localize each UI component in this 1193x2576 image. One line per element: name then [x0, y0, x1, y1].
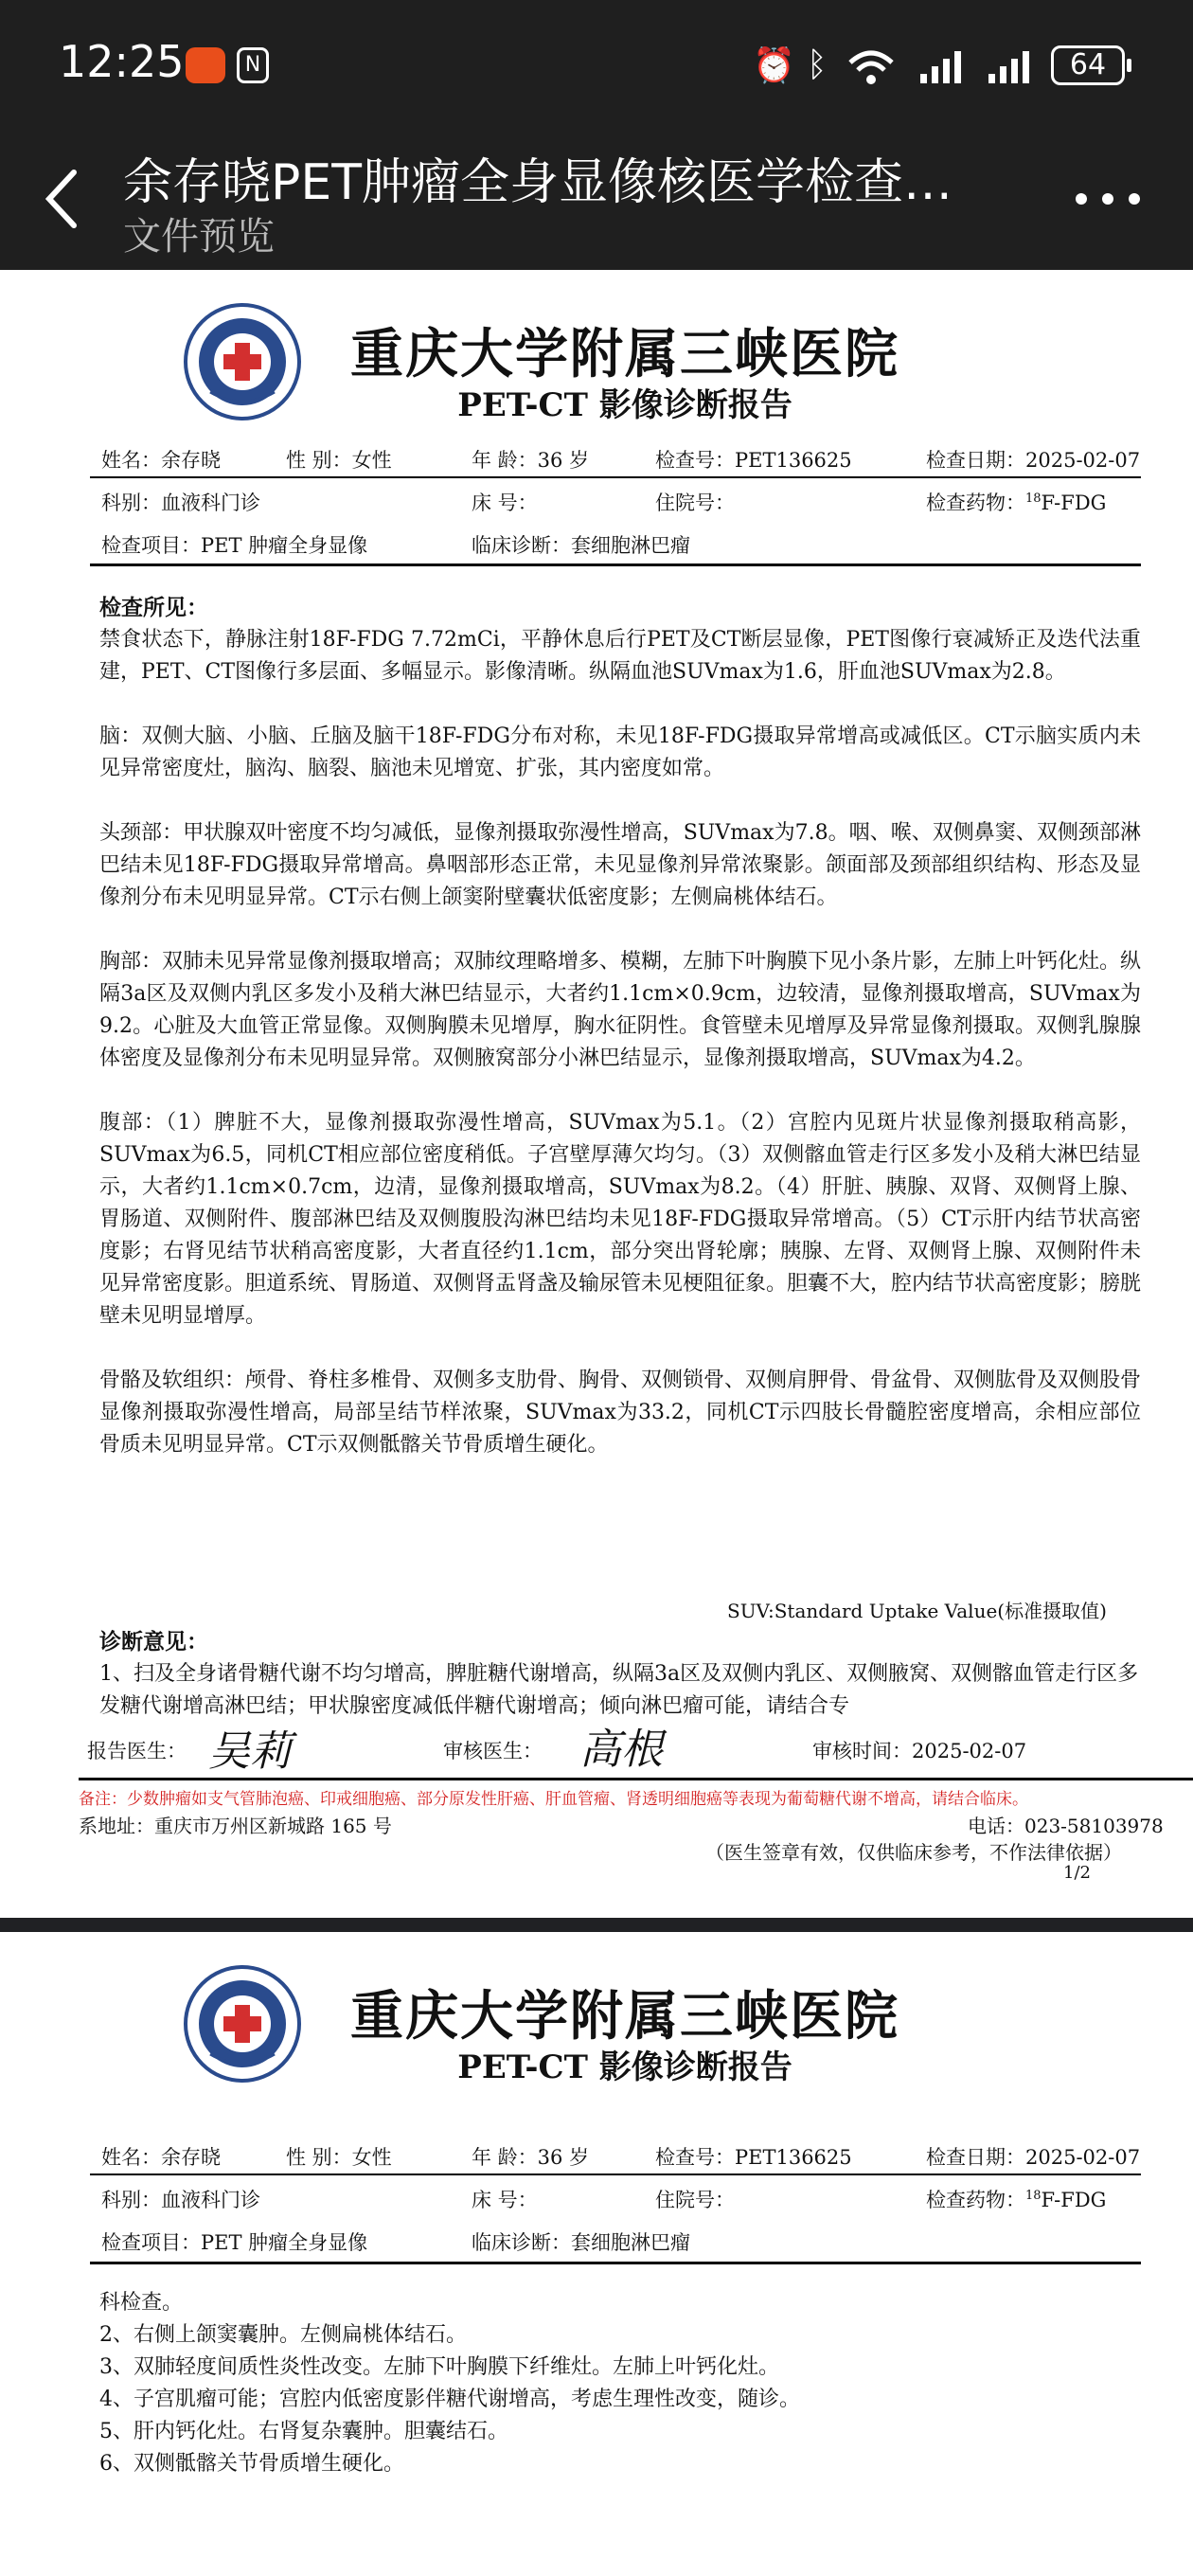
disclaimer: （医生签章有效，仅供临床参考，不作法律依据）: [705, 1841, 1122, 1864]
nfc-icon: N: [237, 47, 269, 83]
patient-name: 姓名：余存晓: [101, 2146, 221, 2169]
findings-paragraph: 脑：双侧大脑、小脑、丘脑及脑干18F-FDG分布对称，未见18F-FDG摄取异常增高或减低区。CT示脑实质内未见异常密度灶，脑沟、脑裂、脑池未见增宽、扩张，其内密度如常。: [99, 724, 1141, 780]
report-title: PET-CT 影像诊断报告: [457, 386, 792, 424]
reviewer-signature: 高根: [579, 1726, 663, 1774]
app-bar: [0, 133, 1193, 270]
more-options-icon[interactable]: [1070, 185, 1146, 213]
report-page-2: [0, 1932, 1193, 2576]
findings-paragraph: 骨骼及软组织：颅骨、脊柱多椎骨、双侧多支肋骨、胸骨、双侧锁骨、双侧肩胛骨、骨盆骨、双侧肱骨及双侧股骨显像剂摄取弥漫性增高，局部呈结节样浓聚，SUVmax为33.2，同机CT示四肢长骨髓腔密度增高，余相应部位骨质未见明显异常。CT示双侧骶髂关节骨质增生硬化。: [99, 1368, 1142, 1457]
alarm-icon: ⏰: [753, 46, 795, 85]
opinion-text: 1、扫及全身诸骨糖代谢不均匀增高，脾脏糖代谢增高，纵隔3a区及双侧内乳区、双侧腋窝、双侧髂血管走行区多发糖代谢增高淋巴结；甲状腺密度减低伴糖代谢增高；倾向淋巴瘤可能，请结合专: [99, 1662, 1139, 1718]
clinical-diagnosis: 临床诊断：套细胞淋巴瘤: [472, 534, 690, 557]
file-preview-label: 文件预览: [123, 215, 275, 259]
patient-sex: 性 别：女性: [286, 2146, 392, 2169]
back-arrow-icon[interactable]: [36, 161, 93, 237]
phone: 电话：023-58103978: [968, 1815, 1164, 1837]
exam-number: 检查号：PET136625: [655, 449, 852, 472]
report-page-1: [0, 270, 1193, 1918]
inpatient-number: 住院号：: [655, 492, 735, 514]
findings-paragraph: 禁食状态下，静脉注射18F-FDG 7.72mCi，平静休息后行PET及CT断层显像，PET图像行衰减矫正及迭代法重建，PET、CT图像行多层面、多幅显示。影像清晰。纵隔血池SUVmax为1.6，肝血池SUVmax为2.8。: [99, 628, 1141, 684]
patient-name: 姓名：余存晓: [101, 449, 221, 472]
exam-item: 检查项目：PET 肿瘤全身显像: [101, 534, 368, 557]
divider: [79, 1778, 1193, 1780]
opinion-line: 科检查。: [99, 2291, 184, 2315]
exam-drug: 检查药物：$^{18}$F-FDG: [926, 492, 1107, 514]
report-doctor-label: 报告医生：: [87, 1740, 187, 1762]
signal-icon-2: [987, 49, 1034, 85]
exam-item: 检查项目：PET 肿瘤全身显像: [101, 2231, 368, 2254]
hospital-name: 重庆大学附属三峡医院: [350, 1985, 899, 2048]
suv-note: SUV:Standard Uptake Value(标准摄取值): [727, 1600, 1107, 1622]
department: 科别：血液科门诊: [101, 492, 260, 514]
opinion-line: 4、子宫肌瘤可能；宫腔内低密度影伴糖代谢增高，考虑生理性改变，随诊。: [99, 2388, 800, 2411]
exam-drug: 检查药物：$^{18}$F-FDG: [926, 2189, 1107, 2211]
weibo-notification-icon: [186, 47, 225, 83]
findings-paragraph: 头颈部：甲状腺双叶密度不均匀减低，显像剂摄取弥漫性增高，SUVmax为7.8。咽、喉、双侧鼻窦、双侧颈部淋巴结未见18F-FDG摄取异常增高。鼻咽部形态正常，未见显像剂异常浓聚影。颌面部及颈部组织结构、形态及显像剂分布未见明显异常。CT示右侧上颌窦附壁囊状低密度影；左侧扁桃体结石。: [99, 821, 1141, 909]
review-time: 审核时间：2025-02-07: [812, 1740, 1027, 1762]
findings-section: [99, 592, 1141, 1494]
exam-date: 检查日期：2025-02-07: [926, 449, 1141, 472]
opinion-line: 3、双肺轻度间质性炎性改变。左肺下叶胸膜下纤维灶。左肺上叶钙化灶。: [99, 2355, 779, 2379]
hospital-name: 重庆大学附属三峡医院: [350, 323, 899, 385]
opinion-continued: [99, 2287, 1141, 2480]
opinion-section: [99, 1626, 1141, 1721]
status-bar: [0, 0, 1193, 133]
wifi-icon: [847, 49, 895, 85]
opinion-line: 5、肝内钙化灶。右肾复杂囊肿。胆囊结石。: [99, 2420, 508, 2443]
battery-icon: 64: [1051, 45, 1125, 85]
patient-sex: 性 别：女性: [286, 449, 392, 472]
findings-paragraph: 胸部：双肺未见异常显像剂摄取增高；双肺纹理略增多、模糊，左肺下叶胸膜下见小条片影，左肺上叶钙化灶。纵隔3a区及双侧内乳区多发小及稍大淋巴结显示，大者约1.1cm×0.9cm，边较清，显像剂摄取增高，SUVmax为9.2。心脏及大血管正常显像。双侧胸膜未见增厚，胸水征阴性。食管壁未见增厚及异常显像剂摄取。双侧乳腺腺体密度及显像剂分布未见明显异常。双侧腋窝部分小淋巴结显示，显像剂摄取增高，SUVmax为4.2。: [99, 950, 1142, 1070]
inpatient-number: 住院号：: [655, 2189, 735, 2211]
findings-paragraph: 腹部：（1）脾脏不大，显像剂摄取弥漫性增高，SUVmax为5.1。（2）宫腔内见斑片状显像剂摄取稍高影，SUVmax为6.5，同机CT相应部位密度稍低。子宫壁厚薄欠均匀。（3）双侧髂血管走行区多发小及稍大淋巴结显示，大者约1.1cm×0.7cm，边清，显像剂摄取增高，SUVmax为8.2。（4）肝脏、胰腺、双肾、双侧肾上腺、胃肠道、双侧附件、腹部淋巴结及双侧腹股沟淋巴结均未见18F-FDG摄取异常增高。（5）CT示肝内结节状高密度影；右肾见结节状稍高密度影，大者直径约1.1cm，部分突出肾轮廓；胰腺、左肾、双侧肾上腺、双侧附件未见异常密度影。胆道系统、胃肠道、双侧肾盂肾盏及输尿管未见梗阻征象。胆囊不大，腔内结节状高密度影；膀胱壁未见明显增厚。: [99, 1111, 1142, 1328]
address: 系地址：重庆市万州区新城路 165 号: [79, 1815, 392, 1837]
patient-age: 年 龄：36 岁: [472, 449, 590, 472]
exam-date: 检查日期：2025-02-07: [926, 2146, 1141, 2169]
status-time: 12:25: [59, 36, 185, 87]
opinion-line: 2、右侧上颌窦囊肿。左侧扁桃体结石。: [99, 2323, 467, 2347]
signal-icon: [918, 49, 966, 85]
clinical-diagnosis: 临床诊断：套细胞淋巴瘤: [472, 2231, 690, 2254]
divider: [90, 2174, 1141, 2175]
divider: [90, 564, 1141, 566]
exam-number: 检查号：PET136625: [655, 2146, 852, 2169]
divider: [90, 2262, 1141, 2264]
department: 科别：血液科门诊: [101, 2189, 260, 2211]
bed-number: 床 号：: [472, 2189, 538, 2211]
remark-note: 备注：少数肿瘤如支气管肺泡癌、印戒细胞癌、部分原发性肝癌、肝血管瘤、肾透明细胞癌等表现为葡萄糖代谢不增高，请结合临床。: [79, 1790, 1028, 1809]
divider: [90, 476, 1141, 478]
opinion-heading: 诊断意见：: [99, 1629, 208, 1655]
findings-heading: 检查所见：: [99, 595, 208, 620]
bed-number: 床 号：: [472, 492, 538, 514]
patient-age: 年 龄：36 岁: [472, 2146, 590, 2169]
report-doctor-signature: 吴莉: [208, 1727, 292, 1776]
opinion-line: 6、双侧骶髂关节骨质增生硬化。: [99, 2452, 404, 2476]
bluetooth-icon: ᛒ: [807, 45, 828, 84]
file-title: 余存晓PET肿瘤全身显像核医学检查…: [123, 154, 953, 211]
reviewer-label: 审核医生：: [443, 1740, 543, 1762]
page-number: 1/2: [1063, 1863, 1091, 1883]
report-title: PET-CT 影像诊断报告: [457, 2048, 792, 2086]
